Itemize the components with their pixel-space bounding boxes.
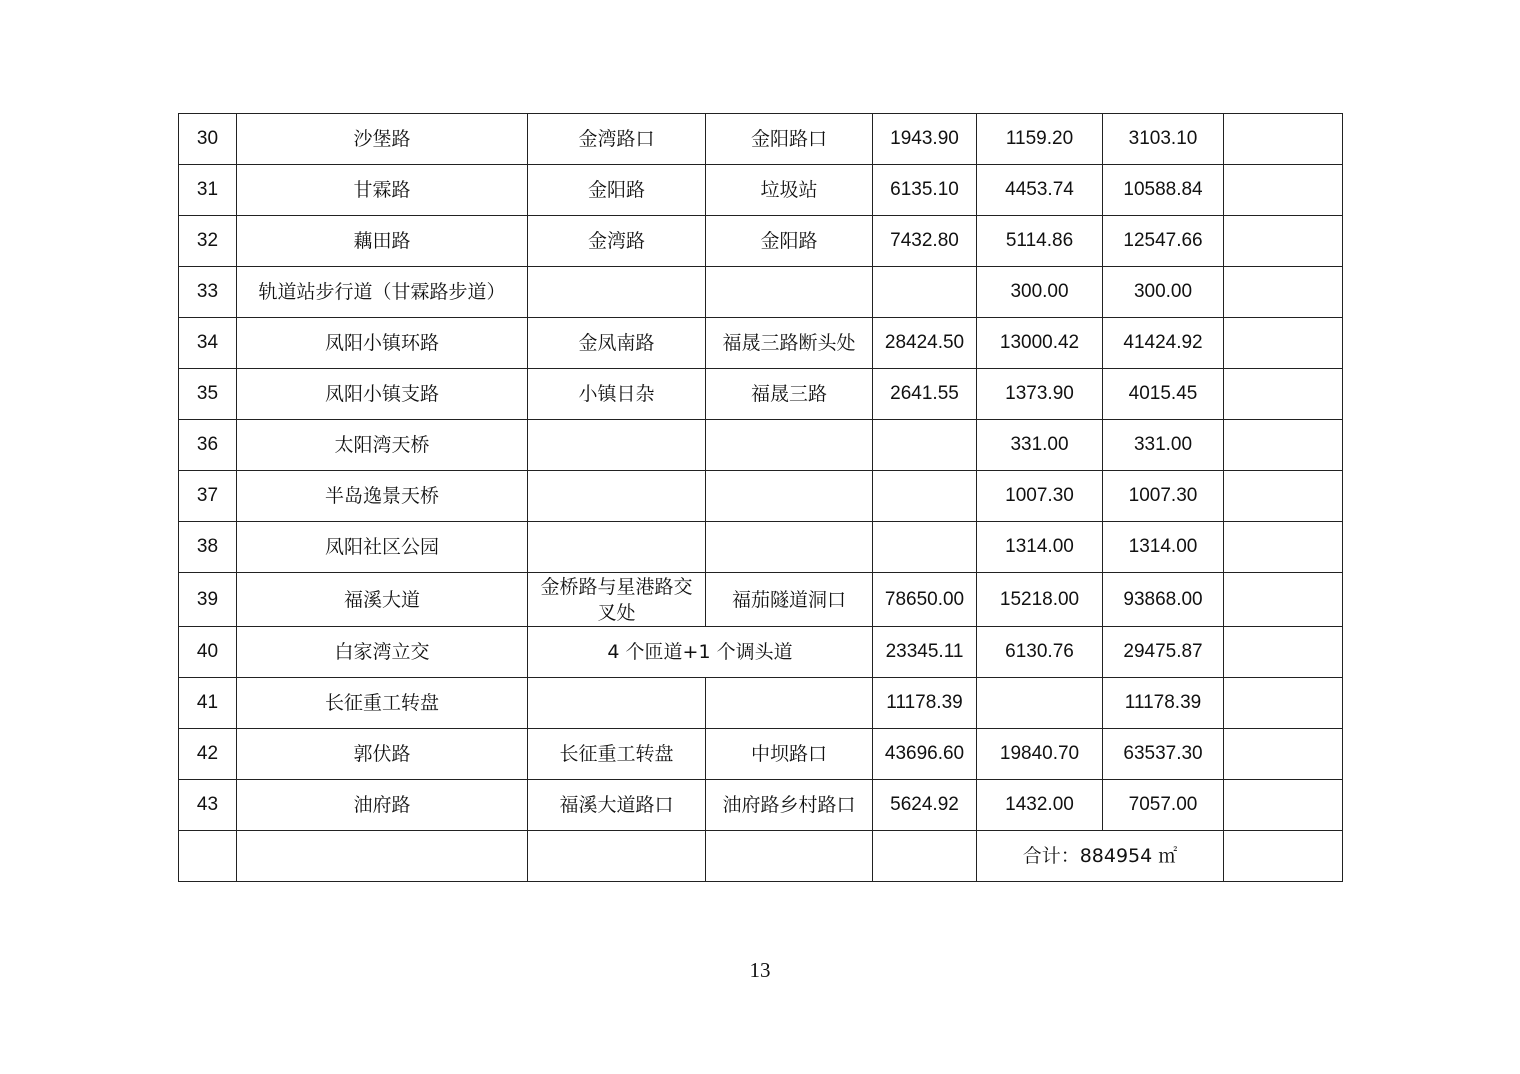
start-point (528, 678, 706, 729)
road-name: 甘霖路 (237, 165, 528, 216)
summary-row (179, 831, 1343, 882)
row-number: 39 (179, 573, 237, 627)
row-note (1224, 267, 1343, 318)
value-2: 1159.20 (977, 114, 1103, 165)
start-point: 金阳路 (528, 165, 706, 216)
row-total: 1314.00 (1103, 522, 1224, 573)
row-number: 36 (179, 420, 237, 471)
value-2: 6130.76 (977, 627, 1103, 678)
start-point (528, 471, 706, 522)
end-point (706, 267, 873, 318)
table-row (179, 114, 1343, 165)
table-row (179, 165, 1343, 216)
row-total: 1007.30 (1103, 471, 1224, 522)
road-name: 福溪大道 (237, 573, 528, 627)
end-point (706, 420, 873, 471)
row-note (1224, 318, 1343, 369)
row-note (1224, 165, 1343, 216)
row-note (1224, 471, 1343, 522)
table-row (179, 627, 1343, 678)
row-number: 35 (179, 369, 237, 420)
value-1: 23345.11 (873, 627, 977, 678)
road-name: 郭伏路 (237, 729, 528, 780)
value-2: 15218.00 (977, 573, 1103, 627)
start-point (528, 420, 706, 471)
row-number: 32 (179, 216, 237, 267)
end-point: 金阳路口 (706, 114, 873, 165)
road-name: 藕田路 (237, 216, 528, 267)
page-number: 13 (749, 958, 771, 982)
value-1: 2641.55 (873, 369, 977, 420)
end-point: 福晟三路断头处 (706, 318, 873, 369)
empty-cell (706, 831, 873, 882)
row-number: 41 (179, 678, 237, 729)
table-row (179, 420, 1343, 471)
row-number: 38 (179, 522, 237, 573)
start-point: 福溪大道路口 (528, 780, 706, 831)
row-total: 7057.00 (1103, 780, 1224, 831)
start-point: 金湾路口 (528, 114, 706, 165)
row-note (1224, 369, 1343, 420)
table-row (179, 267, 1343, 318)
value-2: 19840.70 (977, 729, 1103, 780)
row-number: 42 (179, 729, 237, 780)
value-2: 331.00 (977, 420, 1103, 471)
row-number: 31 (179, 165, 237, 216)
table-row (179, 729, 1343, 780)
row-note (1224, 573, 1343, 627)
table-row (179, 678, 1343, 729)
value-2: 300.00 (977, 267, 1103, 318)
value-1: 7432.80 (873, 216, 977, 267)
start-point: 金桥路与星港路交叉处 (528, 573, 706, 627)
road-name: 白家湾立交 (237, 627, 528, 678)
row-note (1224, 627, 1343, 678)
empty-cell (528, 831, 706, 882)
value-1: 5624.92 (873, 780, 977, 831)
value-1: 6135.10 (873, 165, 977, 216)
value-2: 13000.42 (977, 318, 1103, 369)
table-row (179, 216, 1343, 267)
table-row (179, 780, 1343, 831)
value-2 (977, 678, 1103, 729)
row-total: 12547.66 (1103, 216, 1224, 267)
value-1 (873, 420, 977, 471)
row-total: 300.00 (1103, 267, 1224, 318)
table-row (179, 522, 1343, 573)
row-total: 331.00 (1103, 420, 1224, 471)
road-area-table (178, 113, 1343, 882)
row-note (1224, 420, 1343, 471)
grand-total: 合计：884954 ㎡ (977, 831, 1224, 882)
row-number: 34 (179, 318, 237, 369)
road-name: 长征重工转盘 (237, 678, 528, 729)
row-note (1224, 216, 1343, 267)
empty-cell (179, 831, 237, 882)
value-1: 28424.50 (873, 318, 977, 369)
end-point: 福茄隧道洞口 (706, 573, 873, 627)
road-name: 轨道站步行道（甘霖路步道） (237, 267, 528, 318)
road-name: 凤阳社区公园 (237, 522, 528, 573)
road-name: 半岛逸景天桥 (237, 471, 528, 522)
end-point (706, 522, 873, 573)
start-point (528, 267, 706, 318)
road-name: 凤阳小镇支路 (237, 369, 528, 420)
value-2: 1432.00 (977, 780, 1103, 831)
table-row (179, 369, 1343, 420)
road-name: 油府路 (237, 780, 528, 831)
row-number: 40 (179, 627, 237, 678)
start-point: 小镇日杂 (528, 369, 706, 420)
row-total: 4015.45 (1103, 369, 1224, 420)
empty-cell (873, 831, 977, 882)
road-name: 太阳湾天桥 (237, 420, 528, 471)
road-name: 凤阳小镇环路 (237, 318, 528, 369)
end-point: 垃圾站 (706, 165, 873, 216)
value-1 (873, 267, 977, 318)
empty-cell (237, 831, 528, 882)
end-point: 福晟三路 (706, 369, 873, 420)
value-1: 11178.39 (873, 678, 977, 729)
table-row (179, 573, 1343, 627)
merged-range: 4 个匝道+1 个调头道 (528, 627, 873, 678)
end-point: 油府路乡村路口 (706, 780, 873, 831)
row-number: 30 (179, 114, 237, 165)
table-row (179, 318, 1343, 369)
row-total: 63537.30 (1103, 729, 1224, 780)
end-point (706, 678, 873, 729)
end-point: 金阳路 (706, 216, 873, 267)
value-1 (873, 522, 977, 573)
row-total: 11178.39 (1103, 678, 1224, 729)
value-2: 1373.90 (977, 369, 1103, 420)
value-1: 1943.90 (873, 114, 977, 165)
empty-cell (1224, 831, 1343, 882)
row-number: 33 (179, 267, 237, 318)
value-1: 43696.60 (873, 729, 977, 780)
row-total: 3103.10 (1103, 114, 1224, 165)
value-2: 4453.74 (977, 165, 1103, 216)
end-point (706, 471, 873, 522)
value-2: 1007.30 (977, 471, 1103, 522)
start-point: 金凤南路 (528, 318, 706, 369)
road-name: 沙堡路 (237, 114, 528, 165)
row-note (1224, 522, 1343, 573)
row-total: 10588.84 (1103, 165, 1224, 216)
value-2: 1314.00 (977, 522, 1103, 573)
end-point: 中坝路口 (706, 729, 873, 780)
start-point: 金湾路 (528, 216, 706, 267)
row-note (1224, 678, 1343, 729)
row-number: 43 (179, 780, 237, 831)
row-note (1224, 780, 1343, 831)
row-note (1224, 729, 1343, 780)
row-total: 93868.00 (1103, 573, 1224, 627)
row-number: 37 (179, 471, 237, 522)
value-1 (873, 471, 977, 522)
row-total: 41424.92 (1103, 318, 1224, 369)
row-total: 29475.87 (1103, 627, 1224, 678)
value-2: 5114.86 (977, 216, 1103, 267)
start-point: 长征重工转盘 (528, 729, 706, 780)
row-note (1224, 114, 1343, 165)
start-point (528, 522, 706, 573)
value-1: 78650.00 (873, 573, 977, 627)
table-row (179, 471, 1343, 522)
